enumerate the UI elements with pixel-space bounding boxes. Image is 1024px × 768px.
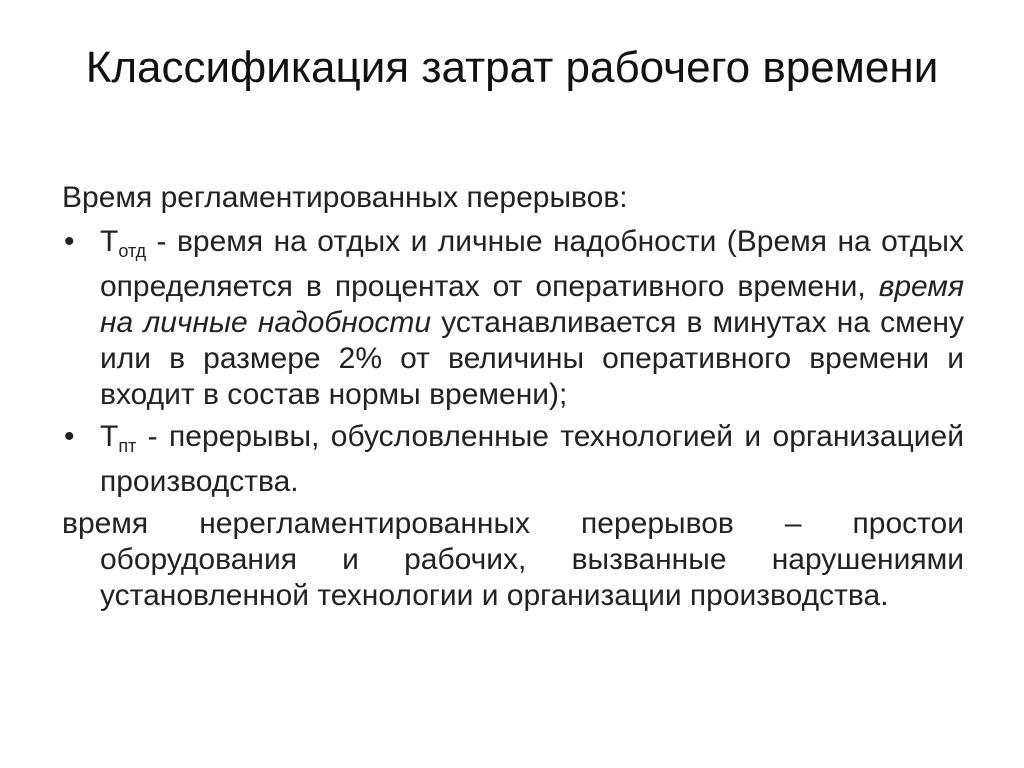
closing-text: время нерегламентированных перерывов – простои оборудования и рабочих, вызванные нарушениями установленной технологии и организации производства. (62, 507, 964, 612)
symbol-letter: Т (100, 420, 119, 453)
bullet1-text-b: устанавливается в минутах на смену или в размере 2% от величины оперативного времени и входит в состав нормы времени); (100, 306, 965, 411)
bullet-icon: • (64, 225, 75, 258)
symbol-t-otd (100, 225, 147, 261)
bullet-item-rest-time (62, 224, 964, 413)
intro-text: Время регламентированных перерывов: (62, 181, 628, 214)
symbol-letter: Т (100, 225, 119, 258)
bullet1-text-a: - время на отдых и личные надобности (Время на отдых определяется в процентах от оперативного времени, (100, 225, 964, 303)
slide-content (62, 180, 964, 614)
bullet1-text-italic: время на личные надобности (100, 270, 964, 339)
symbol-subscript: пт (118, 436, 137, 456)
symbol-subscript: отд (118, 241, 147, 261)
symbol-t-pt (100, 420, 137, 456)
bullet-icon: • (64, 420, 75, 453)
bullet2-text: - перерывы, обусловленные технологией и организацией производства. (100, 420, 964, 498)
bullet-item-tech-breaks (62, 419, 964, 500)
slide-title: Классификация затрат рабочего времени (85, 43, 939, 92)
